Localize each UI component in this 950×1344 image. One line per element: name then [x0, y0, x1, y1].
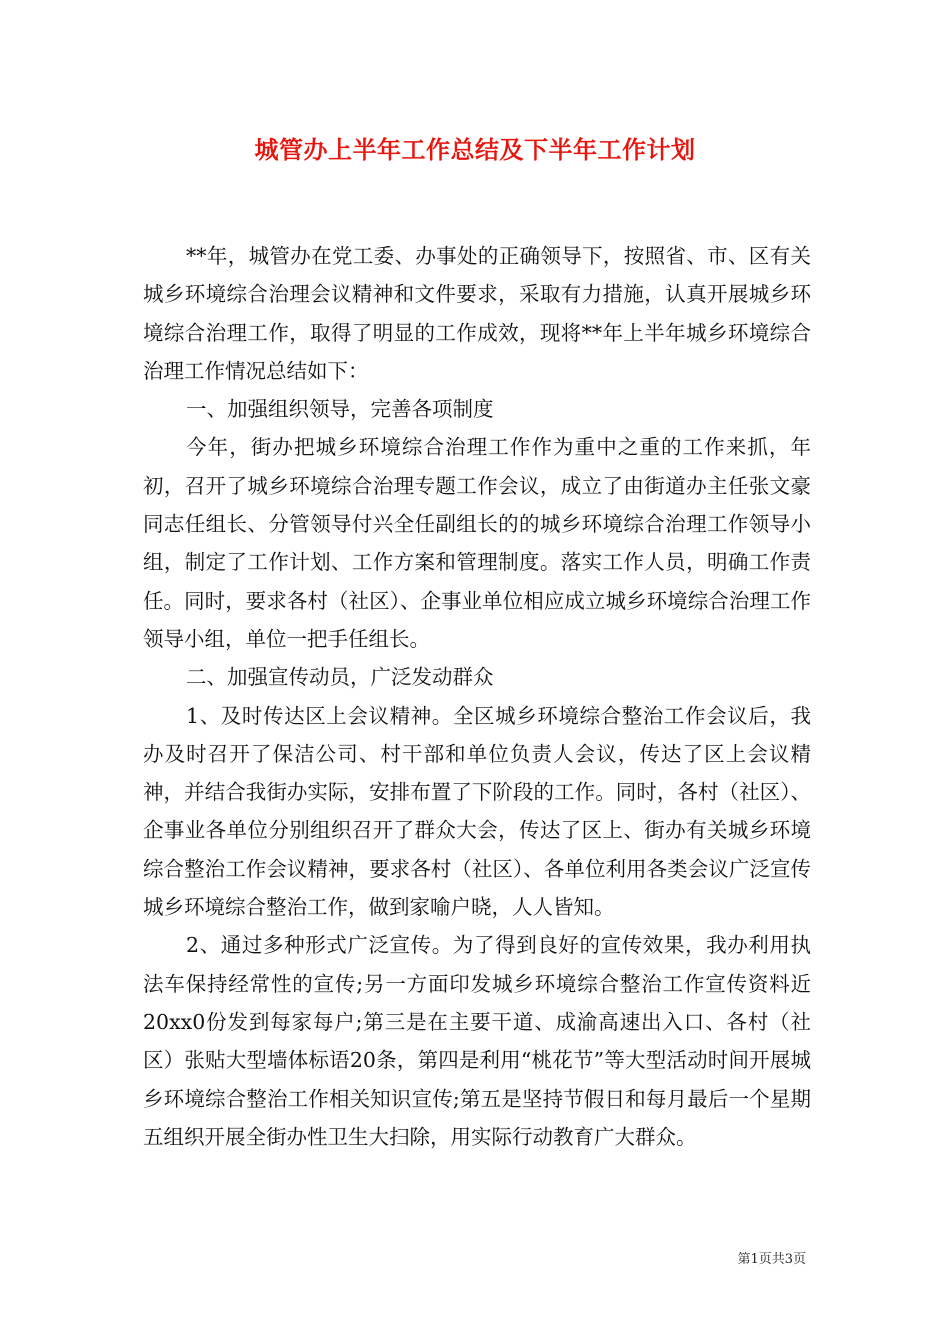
document-title: 城管办上半年工作总结及下半年工作计划 [254, 135, 696, 164]
paragraph-section-1: 今年，街办把城乡环境综合治理工作作为重中之重的工作来抓，年初，召开了城乡环境综合治理专题工作会议，成立了由街道办主任张文豪同志任组长、分管领导付兴全任副组长的的城乡环境综合治理工作领导小组，制定了工作计划、工作方案和管理制度。落实工作人员，明确工作责任。同时，要求各村（社区）、企事业单位相应成立城乡环境综合治理工作领导小组，单位一把手任组长。 [143, 435, 811, 651]
section-heading-2: 二、加强宣传动员，广泛发动群众 [186, 665, 494, 690]
section-heading-1: 一、加强组织领导，完善各项制度 [186, 397, 494, 422]
paragraph-intro: **年，城管办在党工委、办事处的正确领导下，按照省、市、区有关城乡环境综合治理会议精神和文件要求，采取有力措施，认真开展城乡环境综合治理工作，取得了明显的工作成效，现将**年上半年城乡环境综合治理工作情况总结如下： [143, 244, 811, 383]
paragraph-item-1: 1、及时传达区上会议精神。全区城乡环境综合整治工作会议后，我办及时召开了保洁公司、村干部和单位负责人会议，传达了区上会议精神，并结合我街办实际，安排布置了下阶段的工作。同时，各村（社区）、企事业各单位分别组织召开了群众大会，传达了区上、街办有关城乡环境综合整治工作会议精神，要求各村（社区）、各单位利用各类会议广泛宣传城乡环境综合整治工作，做到家喻户晓，人人皆知。 [143, 703, 811, 920]
page-number-footer: 第1页共3页 [737, 1252, 806, 1267]
document-body [143, 237, 811, 1156]
paragraph-item-2: 2、通过多种形式广泛宣传。为了得到良好的宣传效果，我办利用执法车保持经常性的宣传;另一方面印发城乡环境综合整治工作宣传资料近20xx0份发到每家每户;第三是在主要干道、成渝高速出入口、各村（社区）张贴大型墙体标语20条，第四是利用“桃花节”等大型活动时间开展城乡环境综合整治工作相关知识宣传;第五是坚持节假日和每月最后一个星期五组织开展全街办性卫生大扫除，用实际行动教育广大群众。 [143, 933, 811, 1149]
